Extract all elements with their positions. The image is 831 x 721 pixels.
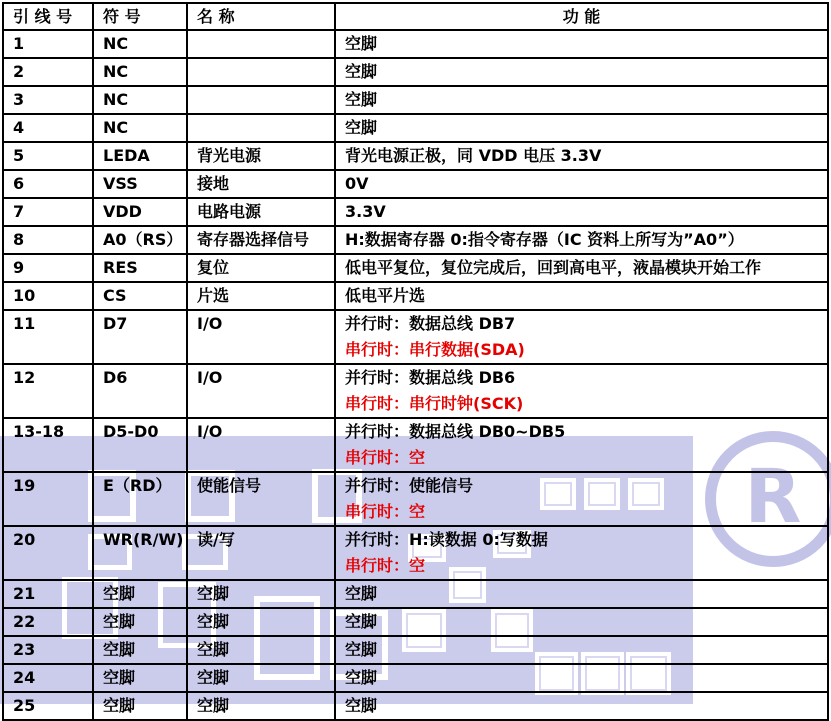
function-cell	[335, 86, 828, 114]
name-cell: 电路电源	[187, 198, 335, 226]
header-function: 功 能	[335, 3, 828, 30]
name-cell: 寄存器选择信号	[187, 226, 335, 254]
symbol-cell: VDD	[93, 198, 187, 226]
pin-cell: 19	[3, 472, 93, 526]
function-line: 空脚	[345, 62, 378, 81]
table-row	[3, 364, 828, 418]
function-cell	[335, 580, 828, 608]
function-line: 并行时：H:读数据 0:写数据	[345, 530, 548, 549]
name-cell: 使能信号	[187, 472, 335, 526]
name-cell: 接地	[187, 170, 335, 198]
function-line: 并行时：数据总线 DB7	[345, 314, 516, 333]
function-line: 串行时：串行时钟(SCK)	[345, 394, 524, 413]
symbol-cell: 空脚	[93, 580, 187, 608]
table-row	[3, 198, 828, 226]
name-cell: I/O	[187, 418, 335, 472]
table-row	[3, 636, 828, 664]
name-cell: 空脚	[187, 580, 335, 608]
name-cell: 空脚	[187, 608, 335, 636]
table-row	[3, 30, 828, 58]
function-line: 空脚	[345, 668, 378, 687]
symbol-cell: 空脚	[93, 636, 187, 664]
function-line: 空脚	[345, 118, 378, 137]
function-line: 并行时：数据总线 DB6	[345, 368, 516, 387]
pin-cell: 10	[3, 282, 93, 310]
function-line: 空脚	[345, 640, 378, 659]
pin-cell: 1	[3, 30, 93, 58]
function-cell	[335, 608, 828, 636]
pin-cell: 25	[3, 692, 93, 720]
registered-trademark-letter: R	[744, 454, 802, 540]
function-line: 0V	[345, 174, 369, 193]
table-row	[3, 692, 828, 720]
function-cell	[335, 310, 828, 364]
symbol-cell: D7	[93, 310, 187, 364]
table-row	[3, 114, 828, 142]
function-cell	[335, 364, 828, 418]
name-cell: 读/写	[187, 526, 335, 580]
function-cell	[335, 636, 828, 664]
function-cell	[335, 282, 828, 310]
symbol-cell: CS	[93, 282, 187, 310]
header-pin-number: 引 线 号	[3, 3, 93, 30]
name-cell	[187, 58, 335, 86]
pin-cell: 11	[3, 310, 93, 364]
function-cell	[335, 418, 828, 472]
symbol-cell: NC	[93, 86, 187, 114]
pin-cell: 12	[3, 364, 93, 418]
function-cell	[335, 142, 828, 170]
symbol-cell: NC	[93, 58, 187, 86]
pin-cell: 21	[3, 580, 93, 608]
name-cell: 复位	[187, 254, 335, 282]
pin-cell: 7	[3, 198, 93, 226]
function-cell	[335, 198, 828, 226]
table-row	[3, 170, 828, 198]
table-row	[3, 254, 828, 282]
function-line: 并行时：使能信号	[345, 476, 474, 495]
name-cell: I/O	[187, 310, 335, 364]
name-cell: 空脚	[187, 692, 335, 720]
name-cell: 空脚	[187, 636, 335, 664]
symbol-cell: WR(R/W)	[93, 526, 187, 580]
symbol-cell: A0（RS）	[93, 226, 187, 254]
pin-cell: 2	[3, 58, 93, 86]
function-line: 空脚	[345, 34, 378, 53]
symbol-cell: D5-D0	[93, 418, 187, 472]
function-line: 低电平片选	[345, 286, 426, 305]
function-line: 串行时：空	[345, 556, 426, 575]
name-cell	[187, 30, 335, 58]
pin-cell: 22	[3, 608, 93, 636]
function-line: 空脚	[345, 584, 378, 603]
function-line: 背光电源正极，同 VDD 电压 3.3V	[345, 146, 602, 165]
pin-cell: 4	[3, 114, 93, 142]
table-row	[3, 472, 828, 526]
table-row	[3, 86, 828, 114]
name-cell: 片选	[187, 282, 335, 310]
function-cell	[335, 526, 828, 580]
pin-cell: 24	[3, 664, 93, 692]
symbol-cell: NC	[93, 30, 187, 58]
table-row	[3, 418, 828, 472]
pin-cell: 13-18	[3, 418, 93, 472]
symbol-cell: NC	[93, 114, 187, 142]
table-row	[3, 282, 828, 310]
pin-cell: 20	[3, 526, 93, 580]
symbol-cell: RES	[93, 254, 187, 282]
symbol-cell: 空脚	[93, 608, 187, 636]
table-row	[3, 664, 828, 692]
function-cell	[335, 664, 828, 692]
function-cell	[335, 226, 828, 254]
function-cell	[335, 114, 828, 142]
table-row	[3, 608, 828, 636]
function-cell	[335, 170, 828, 198]
function-line: 串行时：串行数据(SDA)	[345, 340, 525, 359]
table-row	[3, 142, 828, 170]
function-line: 并行时：数据总线 DB0~DB5	[345, 422, 566, 441]
table-row	[3, 58, 828, 86]
symbol-cell: D6	[93, 364, 187, 418]
symbol-cell: E（RD）	[93, 472, 187, 526]
function-line: 空脚	[345, 90, 378, 109]
function-line: 空脚	[345, 612, 378, 631]
pin-function-table	[2, 2, 829, 721]
pin-cell: 5	[3, 142, 93, 170]
function-line: 低电平复位，复位完成后，回到高电平，液晶模块开始工作	[345, 258, 762, 277]
symbol-cell: 空脚	[93, 664, 187, 692]
function-line: 空脚	[345, 696, 378, 715]
function-cell	[335, 472, 828, 526]
name-cell	[187, 114, 335, 142]
function-cell	[335, 254, 828, 282]
header-name: 名 称	[187, 3, 335, 30]
symbol-cell: LEDA	[93, 142, 187, 170]
symbol-cell: VSS	[93, 170, 187, 198]
function-cell	[335, 30, 828, 58]
table-row	[3, 580, 828, 608]
function-line: 串行时：空	[345, 448, 426, 467]
name-cell	[187, 86, 335, 114]
name-cell: I/O	[187, 364, 335, 418]
name-cell: 背光电源	[187, 142, 335, 170]
table-row	[3, 310, 828, 364]
table-header-row	[3, 3, 828, 30]
header-symbol: 符 号	[93, 3, 187, 30]
function-line: 3.3V	[345, 202, 386, 221]
name-cell: 空脚	[187, 664, 335, 692]
function-line: 串行时：空	[345, 502, 426, 521]
function-cell	[335, 692, 828, 720]
function-line: H:数据寄存器 0:指令寄存器（IC 资料上所写为”A0”）	[345, 230, 744, 249]
pin-cell: 9	[3, 254, 93, 282]
table-row	[3, 526, 828, 580]
symbol-cell: 空脚	[93, 692, 187, 720]
pin-cell: 23	[3, 636, 93, 664]
function-cell	[335, 58, 828, 86]
pin-cell: 3	[3, 86, 93, 114]
pin-cell: 8	[3, 226, 93, 254]
pin-cell: 6	[3, 170, 93, 198]
table-row	[3, 226, 828, 254]
